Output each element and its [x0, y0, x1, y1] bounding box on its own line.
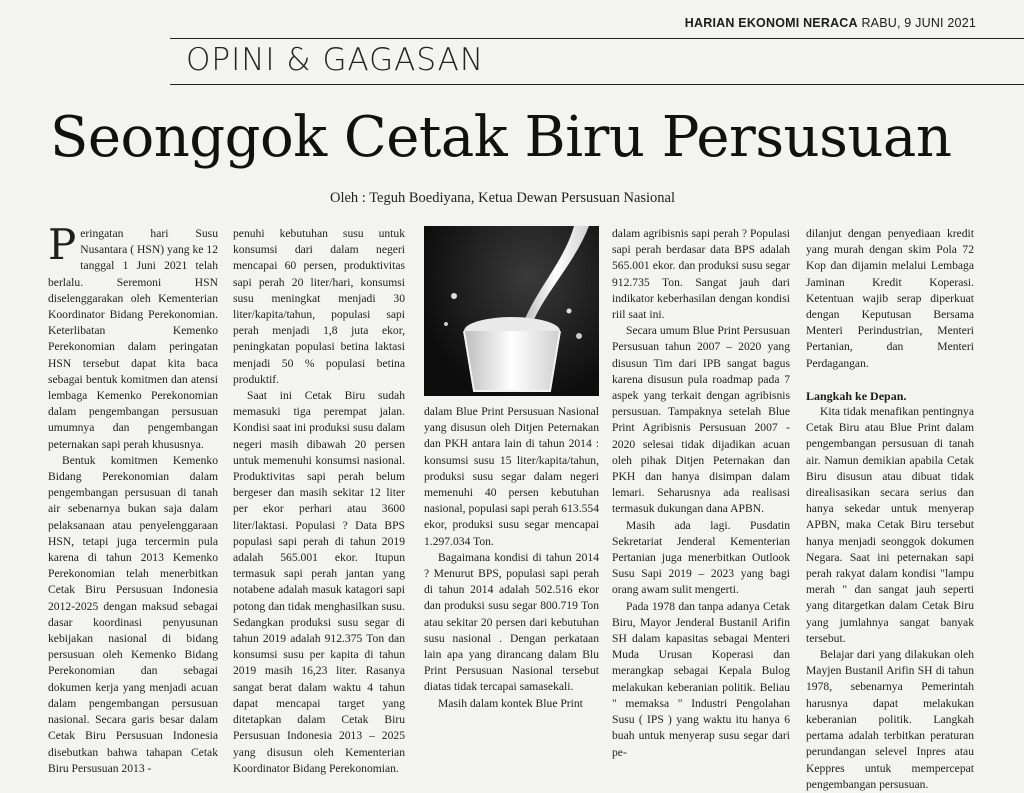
- top-divider: [170, 38, 1024, 39]
- paragraph: Belajar dari yang dilakukan oleh Mayjen Bustanil Arifin SH di tahun 1978, sebenarnya Pemerintah harusnya dapat melakukan keberanian politik. Langkah pertama adalah terbitkan peraturan perundangan selevel Inpres atau Keppres untuk mempercepat pengembangan persusuan.: [806, 648, 974, 791]
- paragraph: Pada 1978 dan tanpa adanya Cetak Biru, Mayor Jenderal Bustanil Arifin SH dalam kapasitas sebagai Menteri Muda Urusan Koperasi dan merangkap sebagai Kepala Bulog melakukan keberanian politik. Beliau " memaksa " Industri Pengolahan Susu ( IPS ) yang waktu itu hanya 6 buah untuk menyerap susu segar dari pe-: [612, 599, 790, 759]
- issue-date: RABU, 9 JUNI 2021: [861, 16, 976, 30]
- milk-glass-photo: [424, 226, 599, 396]
- article-headline: Seonggok Cetak Biru Persusuan: [50, 105, 952, 170]
- paragraph: Secara umum Blue Print Persusuan Persusuan tahun 2007 – 2020 yang disusun Tim dari IPB sangat bagus karena disusun pula roadmap pada 7 aspek yang terkait dengan agribisnis persusuan. Tampaknya setelah Blue Print Agribisnis Persusuan 2007 - 2020 selesai tidak dijadikan acuan oleh pihak Ditjen Peternakan dan PKH dan hanya disimpan dalam lemari. Seharusnya ada realisasi termasuk dukungan dana APBN.: [612, 324, 790, 516]
- paragraph: [48, 220, 218, 453]
- paragraph: Bentuk komitmen Kemenko Bidang Perekonomian dalam pengembangan persusuan di tanah air sebenarnya bukan saja dalam pelaksanaan atau penyelenggaraan HSN, tetapi juga tercermin pula karena di tahun 2013 Kemenko Perekonomian telah menerbitkan Cetak Biru Persusuan Indonesia 2012-2025 dengan maksud sebagai dasar koordinasi penyusunan kebijakan nasional di bidang persusuan oleh Kemenko Bidang Perekonomian dan sebagai dokumen kerja yang menjadi acuan dalam pengembangan persusuan nasional. Secara garis besar dalam Cetak Biru Persusuan Indonesia disebutkan bahwa tahapan Cetak Biru Persusuan 2013 -: [48, 453, 218, 775]
- subheading: Langkah ke Depan.: [806, 388, 907, 403]
- article-column-3: [424, 404, 599, 710]
- paragraph: Masih dalam kontek Blue Print: [438, 696, 583, 710]
- paragraph-text: eringatan hari Susu Nusantara ( HSN) yang ke 12 tanggal 1 Juni 2021 telah berlalu. Seremoni HSN diselenggarakan oleh Kementerian Koordinator Bidang Perekonomian. Keterlibatan Kemenko Perekonomian dalam peringatan HSN tersebut dapat kita baca sebagai bentuk komitmen dan atensi lembaga Kemenko Perekonomian dalam pengembangan persusuan umumnya dan pengembangan peternakan sapi perah khususnya.: [48, 227, 218, 451]
- article-column-5: [806, 226, 974, 791]
- paragraph: dilanjut dengan penyediaan kredit yang murah dengan skim Pola 72 Kop dan dijamin melalui Lembaga Jaminan Kredit Koperasi. Ketentuan wajib serap diperkuat dengan Keputusan Bersama Menteri Perindustrian, Menteri Pertanian, dan Menteri Perdagangan.: [806, 227, 974, 370]
- milk-glass-icon: [424, 226, 599, 396]
- article-column-1: [48, 220, 218, 775]
- paragraph: dalam agribisnis sapi perah ? Populasi sapi perah berdasar data BPS adalah 565.001 ekor. dan produksi susu segar 912.735 Ton. Sangat jauh dari indikator keberhasilan dengan kondisi riil saat ini.: [612, 227, 790, 322]
- masthead: [685, 16, 976, 30]
- section-title: OPINI & GAGASAN: [186, 42, 485, 78]
- article-column-4: [612, 226, 790, 759]
- section-divider: [170, 84, 1024, 85]
- article-byline: Oleh : Teguh Boediyana, Ketua Dewan Persusuan Nasional: [330, 190, 676, 206]
- paragraph: Bagaimana kondisi di tahun 2014 ? Menurut BPS, populasi sapi perah di tahun 2014 adalah 502.516 ekor dan produksi susu segar 800.719 Ton atau sekitar 20 persen dari kebutuhan susu nasional . Dengan perkataan lain apa yang dirancang dalam Blu Print Persusuan Nasional tersebut diatas tidak tercapai samasekali.: [424, 550, 599, 694]
- drop-cap: P: [48, 220, 77, 269]
- paragraph: Masih ada lagi. Pusdatin Sekretariat Jenderal Kementerian Pertanian juga menerbitkan Outlook Susu Sapi 2019 – 2023 yang bagi orang awam sulit mengerti.: [612, 518, 790, 597]
- paragraph: Kita tidak menafikan pentingnya Cetak Biru atau Blue Print dalam pengembangan persusuan di tanah air. Namun demikian apabila Cetak Biru disusun atau dibuat tidak direalisasikan secara serius dan hanya sekedar untuk menyerap APBN, maka Cetak Biru tersebut hanya menjadi seonggok dokumen Negara. Saat ini peternakan sapi perah rakyat dalam kondisi "lampu merah " dan sangat jauh seperti yang ditargetkan dalam Cetak Biru yang jumlahnya sangat banyak tersebut.: [806, 405, 974, 645]
- paragraph: penuhi kebutuhan susu untuk konsumsi dari dalam negeri mencapai 60 persen, produktivitas sapi perah 20 liter/hari, konsumsi susu meningkat menjadi 30 liter/kapita/tahun, populasi sapi perah menjadi 1,8 juta ekor, peningkatan populasi betina laktasi menjadi 50 % populasi betina produktif.: [233, 227, 405, 386]
- paragraph: Saat ini Cetak Biru sudah memasuki tiga perempat jalan. Kondisi saat ini produksi susu dalam negeri masih dibawah 20 persen untuk memenuhi konsumsi nasional. Produktivitas sapi perah belum bergeser dan masih sekitar 12 liter per ekor perhari atau 3600 liter/laktasi. Populasi ? Data BPS populasi sapi perah di tahun 2019 adalah 565.001 ekor. Itupun termasuk sapi perah jantan yang notabene adalah masuk katagori sapi potong dan tidak menghasilkan susu. Sedangkan produksi susu segar di tahun 2019 adalah 912.375 Ton dan konsumsi susu per kapita di tahun 2019 masih 16,23 liter. Rasanya sangat berat dalam waktu 4 tahun dapat mencapai target yang ditetapkan dalam Cetak Biru Persusuan Indonesia 2013 – 2025 yang disusun oleh Kementerian Koordinator Bidang Perekonomian.: [233, 389, 405, 775]
- paragraph: dalam Blue Print Persusuan Nasional yang disusun oleh Ditjen Peternakan dan PKH antara lain di tahun 2014 : konsumsi susu 15 liter/kapita/tahun, produksi susu segar dalam negeri memenuhi 40 persen kebutuhan nasional, populasi sapi perah 613.554 ekor, produksi susu segar mencapai 1.297.034 Ton.: [424, 405, 599, 548]
- newspaper-name: HARIAN EKONOMI NERACA: [684, 16, 858, 30]
- article-column-2: [233, 226, 405, 775]
